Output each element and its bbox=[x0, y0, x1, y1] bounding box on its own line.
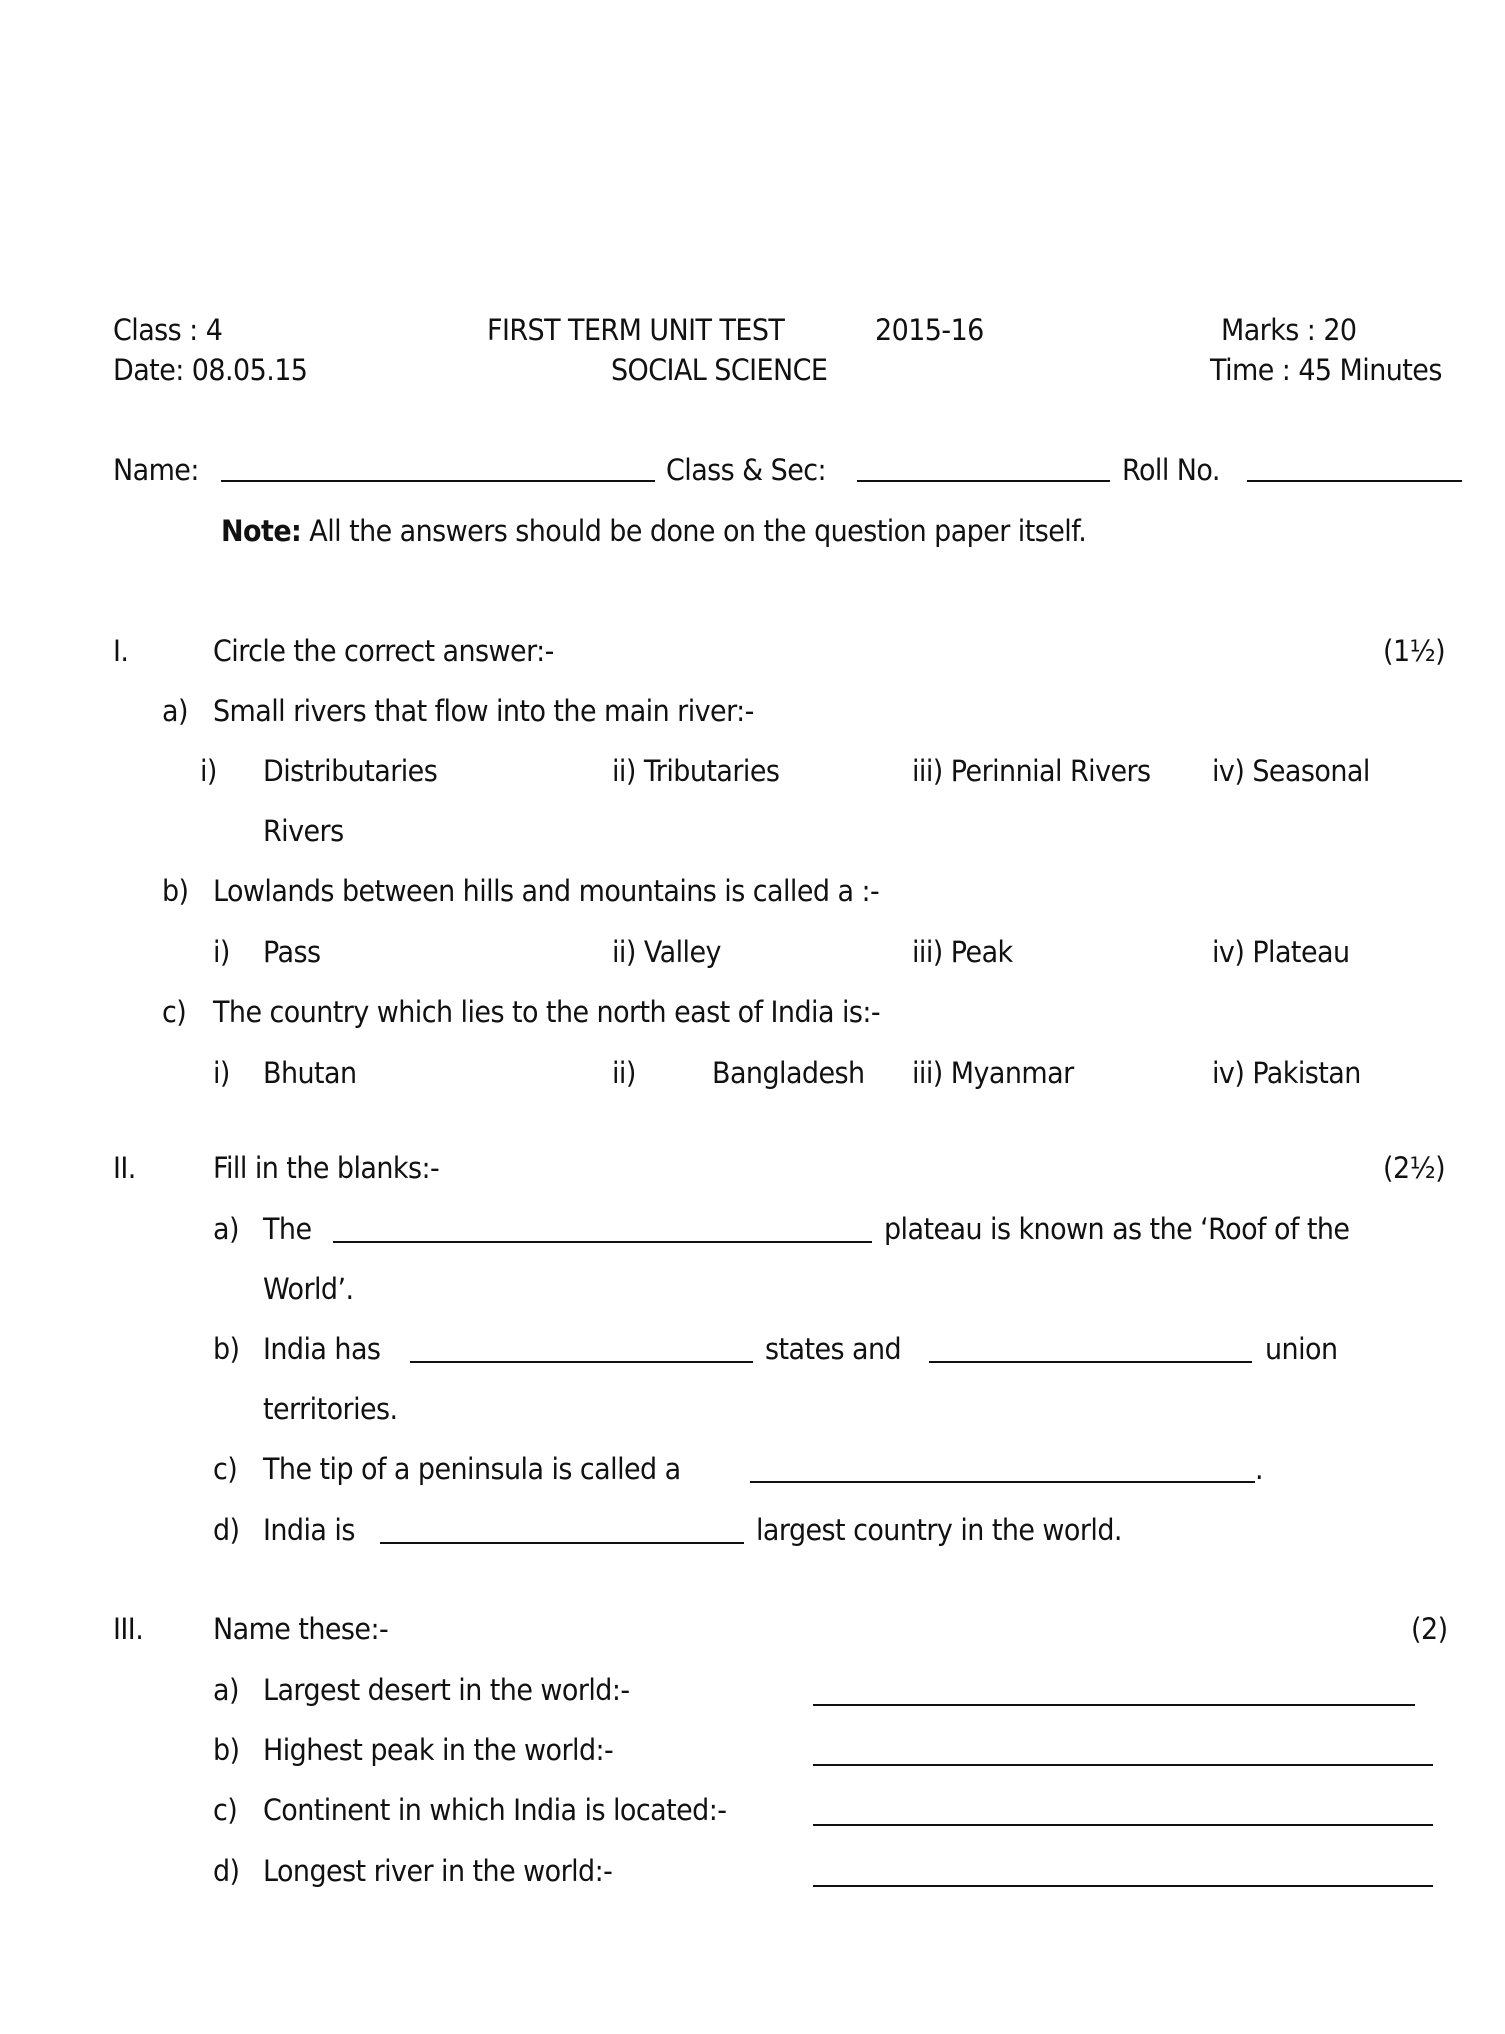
option-bangladesh[interactable]: Bangladesh bbox=[712, 1056, 865, 1090]
option-pakistan[interactable]: iv) Pakistan bbox=[1212, 1056, 1361, 1090]
roll-no-field[interactable] bbox=[1247, 480, 1462, 482]
option-peak[interactable]: iii) Peak bbox=[912, 935, 1013, 969]
answer-field-peak[interactable] bbox=[813, 1764, 1433, 1766]
question-text: Small rivers that flow into the main river:- bbox=[213, 694, 754, 728]
question-marker: c) bbox=[213, 1452, 238, 1486]
section-title: Name these:- bbox=[213, 1612, 389, 1646]
question-text: Longest river in the world:- bbox=[263, 1854, 613, 1888]
question-marker: b) bbox=[213, 1332, 240, 1366]
question-text: Highest peak in the world:- bbox=[263, 1733, 614, 1767]
question-marker: d) bbox=[213, 1854, 240, 1888]
name-label: Name: bbox=[113, 453, 199, 487]
question-marker: b) bbox=[213, 1733, 240, 1767]
date-label: Date: 08.05.15 bbox=[113, 353, 308, 387]
section-title: Circle the correct answer:- bbox=[213, 634, 554, 668]
question-text-after: plateau is known as the ‘Roof of the bbox=[884, 1212, 1350, 1246]
option-tributaries[interactable]: ii) Tributaries bbox=[612, 754, 780, 788]
option-marker: i) bbox=[213, 935, 230, 969]
question-text-after: union bbox=[1265, 1332, 1338, 1366]
question-marker: a) bbox=[213, 1673, 239, 1707]
question-marker: a) bbox=[162, 694, 188, 728]
exam-session: 2015-16 bbox=[875, 313, 984, 347]
question-text-before: The bbox=[263, 1212, 312, 1246]
option-marker-ii: ii) bbox=[612, 1056, 636, 1090]
option-marker: i) bbox=[200, 754, 217, 788]
answer-field-desert[interactable] bbox=[813, 1704, 1415, 1706]
answer-field-continent[interactable] bbox=[813, 1824, 1433, 1826]
marks-label: Marks : 20 bbox=[1221, 313, 1357, 347]
question-text-before: India has bbox=[263, 1332, 381, 1366]
option-bhutan[interactable]: Bhutan bbox=[263, 1056, 357, 1090]
note-label: Note: bbox=[221, 514, 302, 548]
answer-field-river[interactable] bbox=[813, 1885, 1433, 1887]
question-text-before: The tip of a peninsula is called a bbox=[263, 1452, 681, 1486]
option-perennial-rivers[interactable]: iii) Perinnial Rivers bbox=[912, 754, 1151, 788]
question-text-cont: World’. bbox=[263, 1272, 354, 1306]
class-sec-label: Class & Sec: bbox=[666, 453, 827, 487]
section-numeral: III. bbox=[113, 1612, 144, 1646]
option-valley[interactable]: ii) Valley bbox=[612, 935, 721, 969]
class-sec-field[interactable] bbox=[857, 480, 1110, 482]
option-plateau[interactable]: iv) Plateau bbox=[1212, 935, 1350, 969]
question-text-after: largest country in the world. bbox=[756, 1513, 1122, 1547]
question-text: Continent in which India is located:- bbox=[263, 1793, 727, 1827]
blank-answer-field[interactable] bbox=[380, 1542, 744, 1544]
question-marker: c) bbox=[213, 1793, 238, 1827]
name-field[interactable] bbox=[221, 480, 655, 482]
blank-answer-field[interactable] bbox=[929, 1361, 1252, 1363]
section-marks: (2) bbox=[1411, 1612, 1448, 1646]
option-distributaries[interactable]: Distributaries bbox=[263, 754, 438, 788]
blank-answer-field[interactable] bbox=[750, 1481, 1255, 1483]
section-title: Fill in the blanks:- bbox=[213, 1151, 440, 1185]
section-numeral: I. bbox=[113, 634, 129, 668]
exam-subject: SOCIAL SCIENCE bbox=[611, 353, 828, 387]
question-text-before: India is bbox=[263, 1513, 355, 1547]
question-marker: d) bbox=[213, 1513, 240, 1547]
section-marks: (1½) bbox=[1383, 634, 1446, 668]
exam-title: FIRST TERM UNIT TEST bbox=[487, 313, 785, 347]
blank-answer-field[interactable] bbox=[410, 1361, 753, 1363]
question-text-cont: territories. bbox=[263, 1392, 398, 1426]
note-text: All the answers should be done on the question paper itself. bbox=[301, 514, 1087, 548]
option-myanmar[interactable]: iii) Myanmar bbox=[912, 1056, 1074, 1090]
option-seasonal-rivers[interactable]: iv) Seasonal bbox=[1212, 754, 1370, 788]
option-pass[interactable]: Pass bbox=[263, 935, 321, 969]
class-label: Class : 4 bbox=[113, 313, 223, 347]
question-text: The country which lies to the north east of India is:- bbox=[213, 995, 881, 1029]
question-text-middle: states and bbox=[765, 1332, 902, 1366]
blank-answer-field[interactable] bbox=[333, 1241, 872, 1243]
question-text-after: . bbox=[1255, 1452, 1264, 1486]
time-label: Time : 45 Minutes bbox=[1210, 353, 1442, 387]
question-marker: a) bbox=[213, 1212, 239, 1246]
question-text: Lowlands between hills and mountains is called a :- bbox=[213, 874, 880, 908]
option-marker: i) bbox=[213, 1056, 230, 1090]
question-marker: b) bbox=[162, 874, 189, 908]
question-text: Largest desert in the world:- bbox=[263, 1673, 630, 1707]
option-seasonal-rivers-cont[interactable]: Rivers bbox=[263, 814, 344, 848]
note-line bbox=[221, 513, 1086, 549]
question-marker: c) bbox=[162, 995, 187, 1029]
roll-no-label: Roll No. bbox=[1122, 453, 1220, 487]
section-marks: (2½) bbox=[1383, 1151, 1446, 1185]
section-numeral: II. bbox=[113, 1151, 136, 1185]
